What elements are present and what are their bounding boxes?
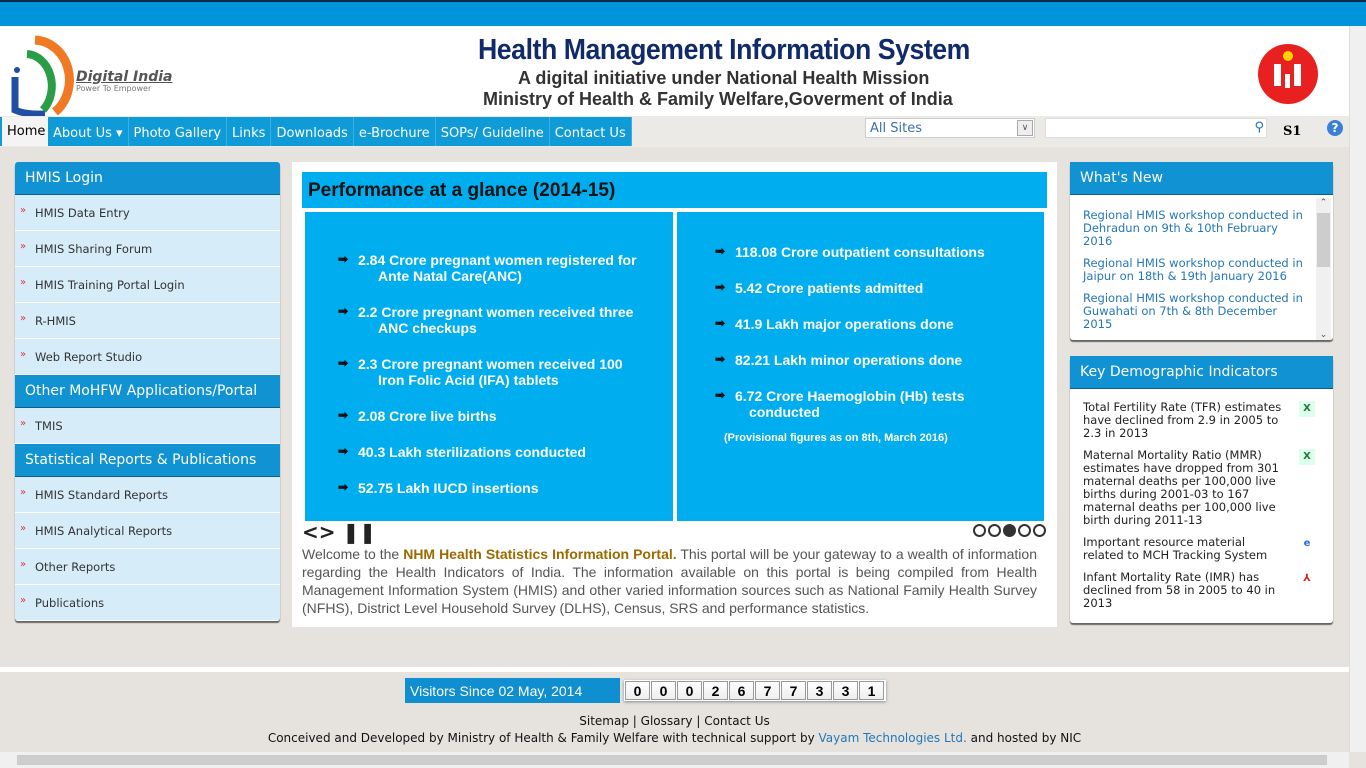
pause-icon[interactable]: ❚❚	[342, 520, 376, 544]
sidebar-header-other-apps: Other MoHFW Applications/Portal	[15, 375, 280, 408]
digital-india-logo	[5, 32, 77, 118]
counter-digit: 3	[807, 681, 832, 700]
slide-dot[interactable]	[1033, 524, 1046, 537]
performance-right-column	[677, 212, 1044, 521]
footer-divider	[0, 667, 1349, 672]
visitor-counter	[624, 680, 886, 701]
search-icon[interactable]: ⚲	[1254, 120, 1264, 135]
stat-item: ➡ 40.3 Lakh sterilizations conducted	[338, 444, 586, 460]
stat-item: ➡ 41.9 Lakh major operations done	[715, 316, 954, 332]
stat-item: ➡ 2.3 Crore pregnant women received 100 Iron Folic Acid (IFA) tablets	[338, 356, 623, 388]
indicator-item: Maternal Mortality Ratio (MMR) estimates have dropped from 301 maternal deaths per 100,000 live births during 2001-03 to 167 maternal deaths per 100,000 live birth during 2011-13 X	[1083, 449, 1323, 527]
key-demographic-indicators-panel	[1070, 356, 1333, 623]
ie-icon[interactable]: e	[1303, 538, 1311, 549]
counter-digit: 0	[625, 681, 650, 700]
page-subtitle: A digital initiative under National Health Mission	[518, 68, 930, 88]
logo-text: Digital India	[76, 69, 173, 85]
kdi-title: Key Demographic Indicators	[1070, 356, 1333, 389]
slide-dot[interactable]	[973, 524, 986, 537]
counter-digit: 3	[833, 681, 858, 700]
page-title: Health Management Information System	[478, 34, 970, 66]
nhm-logo	[1250, 34, 1330, 114]
sidebar-item-standard-reports[interactable]: » HMIS Standard Reports	[15, 477, 280, 513]
sidebar-item-tmis[interactable]: » TMIS	[15, 408, 280, 444]
counter-digit: 0	[677, 681, 702, 700]
performance-left-column	[305, 212, 673, 521]
pdf-icon[interactable]: ⅄	[1303, 573, 1311, 584]
sidebar-item-training-portal[interactable]: » HMIS Training Portal Login	[15, 267, 280, 303]
sidebar-item-other-reports[interactable]: » Other Reports	[15, 549, 280, 585]
welcome-text: Welcome to the NHM Health Statistics Information Portal. This portal will be your gateway to a wealth of information regarding the Health Indicators of India. The information available on this portal is being compiled from Health Management Information System (HMIS) and other varied information sources such as National Family Health Survey (NFHS), District Level Household Survey (DLHS), Census, SRS and performance statistics.	[302, 546, 1037, 616]
stat-item: ➡ 118.08 Crore outpatient consultations	[715, 244, 985, 260]
news-link[interactable]: Regional HMIS workshop conducted in Guwahati on 7th & 8th December 2015	[1083, 291, 1303, 331]
slide-dot[interactable]	[1018, 524, 1031, 537]
stat-item: ➡ 6.72 Crore Haemoglobin (Hb) tests conducted	[715, 388, 965, 420]
nav-contact-us[interactable]: Contact Us	[550, 117, 632, 146]
counter-digit: 2	[703, 681, 728, 700]
nav-about-us[interactable]: About Us ▾	[48, 117, 129, 146]
footer-links: Sitemap | Glossary | Contact Us	[579, 714, 770, 728]
sidebar-item-data-entry[interactable]: » HMIS Data Entry	[15, 195, 280, 231]
stat-item: ➡ 52.75 Lakh IUCD insertions	[338, 480, 539, 496]
stat-item: ➡ 2.84 Crore pregnant women registered for Ante Natal Care(ANC)	[338, 252, 637, 284]
news-scrollbar[interactable]: ⌃ ⌄	[1316, 198, 1331, 340]
search-scope-select[interactable]	[865, 118, 1035, 138]
footer-glossary[interactable]: Glossary	[640, 714, 693, 728]
indicator-item: Infant Mortality Rate (IMR) has declined from 58 in 2005 to 40 in 2013 ⅄	[1083, 571, 1323, 610]
nav-home[interactable]: Home	[0, 117, 48, 146]
slider-controls	[302, 520, 376, 544]
sidebar-item-analytical-reports[interactable]: » HMIS Analytical Reports	[15, 513, 280, 549]
stat-item: ➡ 5.42 Crore patients admitted	[715, 280, 923, 296]
prev-next-icon[interactable]: <>	[302, 520, 336, 544]
vertical-scrollbar[interactable]	[1349, 26, 1366, 752]
scope-value: All Sites	[870, 121, 922, 136]
whats-new-title: What's New	[1070, 162, 1333, 195]
news-link[interactable]: Regional HMIS workshop conducted in Dehradun on 9th & 10th February 2016	[1083, 208, 1303, 248]
chevron-down-icon: ∨	[1017, 120, 1033, 136]
excel-icon[interactable]: X	[1299, 449, 1315, 465]
indicator-item: Important resource material related to MCH Tracking System e	[1083, 536, 1323, 562]
help-icon[interactable]: ?	[1327, 120, 1343, 136]
left-sidebar	[15, 162, 280, 621]
counter-digit: 0	[651, 681, 676, 700]
nav-sops-guideline[interactable]: SOPs/ Guideline	[436, 117, 550, 146]
vayam-link[interactable]: Vayam Technologies Ltd.	[818, 731, 967, 745]
provisional-note: (Provisional figures as on 8th, March 2016)	[724, 432, 948, 444]
top-bar	[0, 0, 1366, 26]
nav-photo-gallery[interactable]: Photo Gallery	[129, 117, 228, 146]
indicator-item: Total Fertility Rate (TFR) estimates have declined from 2.9 in 2005 to 2.3 in 2013 X	[1083, 401, 1323, 440]
stat-item: ➡ 2.08 Crore live births	[338, 408, 497, 424]
counter-digit: 6	[729, 681, 754, 700]
portal-name: NHM Health Statistics Information Portal.	[403, 546, 677, 562]
nav-downloads[interactable]: Downloads	[271, 117, 353, 146]
horizontal-scrollbar[interactable]	[0, 752, 1349, 768]
visitors-label: Visitors Since 02 May, 2014	[405, 678, 620, 703]
logo-tagline: Power To Empower	[76, 84, 152, 93]
sidebar-header-hmis-login: HMIS Login	[15, 162, 280, 195]
performance-heading: Performance at a glance (2014-15)	[302, 172, 1047, 208]
ministry-title: Ministry of Health & Family Welfare,Goverment of India	[483, 89, 953, 109]
sidebar-item-publications[interactable]: » Publications	[15, 585, 280, 621]
nav-e-brochure[interactable]: e-Brochure	[354, 117, 436, 146]
user-label[interactable]: S1	[1283, 124, 1302, 139]
nav-menu	[48, 117, 632, 146]
sidebar-item-web-report-studio[interactable]: » Web Report Studio	[15, 339, 280, 375]
sidebar-item-r-hmis[interactable]: » R-HMIS	[15, 303, 280, 339]
counter-digit: 7	[781, 681, 806, 700]
slide-dot-active[interactable]	[1003, 524, 1016, 537]
footer-credit: Conceived and Developed by Ministry of Health & Family Welfare with technical support by Vayam Technologies Ltd. and hosted by NIC	[267, 731, 1082, 745]
sidebar-item-sharing-forum[interactable]: » HMIS Sharing Forum	[15, 231, 280, 267]
slide-dot[interactable]	[988, 524, 1001, 537]
stat-item: ➡ 82.21 Lakh minor operations done	[715, 352, 962, 368]
counter-digit: 7	[755, 681, 780, 700]
stat-item: ➡ 2.2 Crore pregnant women received three ANC checkups	[338, 304, 633, 336]
news-link[interactable]: Regional HMIS workshop conducted in Jaipur on 18th & 19th January 2016	[1083, 256, 1303, 283]
search-input[interactable]	[1045, 118, 1267, 138]
excel-icon[interactable]: X	[1299, 401, 1315, 417]
counter-digit: 1	[859, 681, 884, 700]
sidebar-header-reports: Statistical Reports & Publications	[15, 444, 280, 477]
footer-contact[interactable]: Contact Us	[704, 714, 770, 728]
slide-indicators	[973, 524, 1046, 537]
nav-links[interactable]: Links	[227, 117, 271, 146]
whats-new-panel	[1070, 162, 1333, 340]
footer-sitemap[interactable]: Sitemap	[579, 714, 629, 728]
